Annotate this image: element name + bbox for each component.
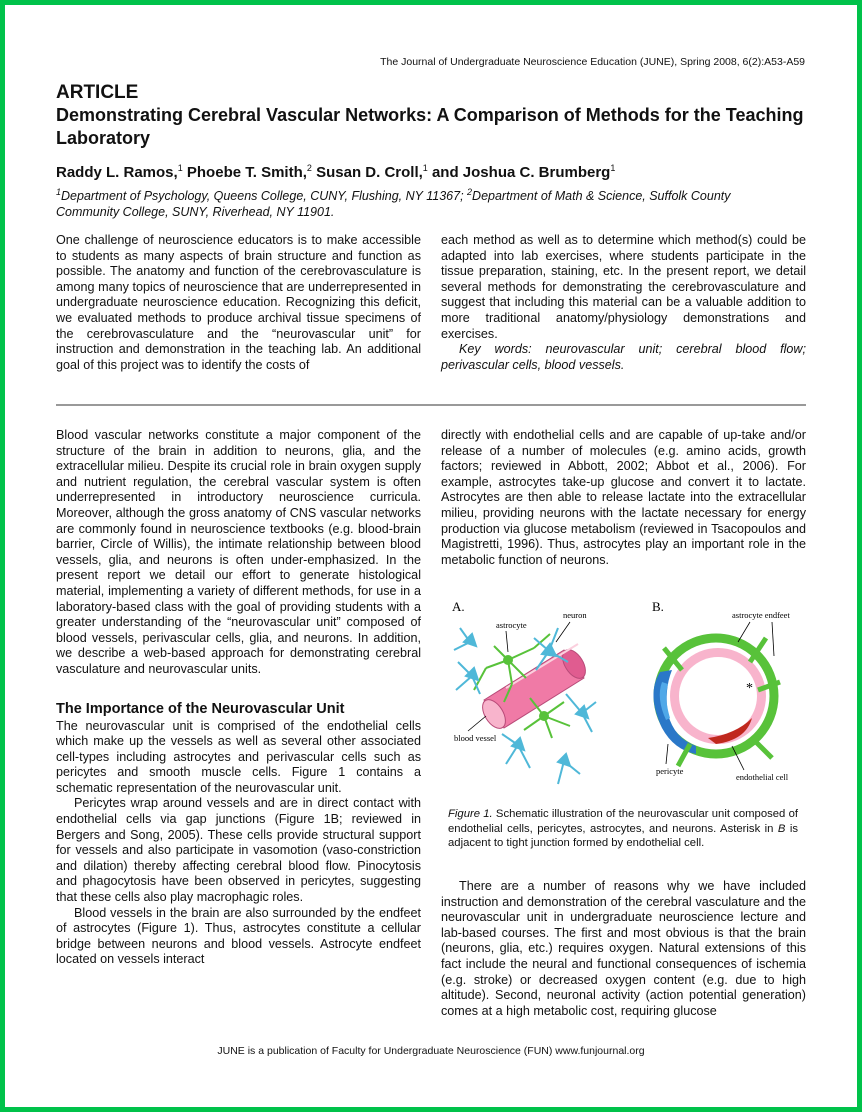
caption-label: Figure 1.: [448, 808, 493, 820]
article-label: ARTICLE: [56, 82, 139, 103]
author-superscript: 2: [306, 163, 312, 173]
astrocyte-label: astrocyte: [496, 620, 527, 630]
affiliation-2: Department of Math & Science, Suffolk County Community College, SUNY, Riverhead, NY 11901.: [56, 189, 731, 220]
author-list: [56, 163, 615, 181]
tight-junction-asterisk: *: [746, 681, 753, 696]
body-paragraph: Pericytes wrap around vessels and are in direct contact with endothelial cells via gap junctions (Figure 1B; reviewed in Bergers and Song, 2005). These cells provide structural support for vessels and also participate in vasomotion (vaso-constriction and dilation) thereby affecting cerebral blood flow. Pinocytosis and phagocytosis have been observed in pericytes, suggesting that these cells also play macrophagic roles.: [56, 796, 421, 905]
section-heading: The Importance of the Neurovascular Unit: [56, 700, 345, 717]
figure-panel-b-label: B.: [652, 599, 664, 614]
author-name: Susan D. Croll,: [316, 164, 423, 181]
article-title: Demonstrating Cerebral Vascular Networks: A Comparison of Methods for the Teaching Laboratory: [56, 105, 804, 148]
endfeet-arrow: [738, 622, 750, 642]
page-footer: JUNE is a publication of Faculty for Undergraduate Neuroscience (FUN) www.funjournal.org: [217, 1045, 645, 1057]
author-name: and Joshua C. Brumberg: [431, 164, 611, 181]
author-superscript: 1: [610, 163, 616, 173]
vessel-cross-section: [653, 638, 780, 766]
neuron-arrow: [556, 622, 570, 642]
affiliations: [56, 184, 796, 220]
body-paragraph: Blood vascular networks constitute a major component of the structure of the brain in addition to neurons, glia, and the extracellular milieu. Despite its crucial role in brain oxygen supply and nutrient regulation, the cerebral vascular system is often underrepresented in introductory neuroscience curricula. Moreover, although the gross anatomy of CNS vascular networks are commonly found in neuroscience textbooks (e.g. blood-brain barrier, Circle of Willis), the intimate relationship between blood vessels, glia, and neurons is often under-emphasized. In the present report we detail our effort to generate histological material, implementing a variety of different methods, for use in a laboratory-based class with the goal of providing students with a greater understanding of the “neurovascular unit” composed of blood vessels, perivascular cells, glia, and neurons. In addition, we describe a web-based approach for demonstrating cerebral vasculature and neurovascular units.: [56, 428, 421, 676]
pericyte-arrow: [666, 744, 668, 764]
blood-vessel-illustration: [478, 644, 590, 732]
figure-caption: [448, 807, 798, 851]
keywords: Key words: neurovascular unit; cerebral blood flow; perivascular cells, blood vessels.: [441, 342, 806, 372]
author-name: Phoebe T. Smith,: [186, 164, 307, 181]
body-paragraph: directly with endothelial cells and are capable of up-take and/or release of a number of molecules (e.g. amino acids, growth factors; reviewed in Abbott, 2002; Abbot et al., 2006). For example, astrocytes take-up glucose and convert it to lactate. Astrocytes are then able to release lactate into the extracellular milieu, providing neurons with the lactate necessary for energy production via glucose metabolism (reviewed in Tsacopoulos and Magistretti, 1996). Thus, astrocytes play an important role in the metabolic function of neurons.: [441, 428, 806, 567]
section-divider: [56, 404, 806, 406]
endfeet-arrow: [772, 622, 774, 656]
abstract-right-column: [441, 233, 806, 373]
body-paragraph: There are a number of reasons why we have included instruction and demonstration of the cerebral vasculature and the neurovascular unit in undergraduate neuroscience lecture and lab-based courses. The first and most obvious is that the brain (neurons, glia, etc.) requires oxygen. Natural extensions of this fact include the neural and functional consequences of ischemia (e.g. stroke) or decreased oxygen content (e.g. due to high altitude). Second, neuronal activity (action potential generation) comes at a high metabolic cost, requiring glucose: [441, 879, 806, 1018]
figure-panel-a-label: A.: [452, 599, 465, 614]
body-left-column: [56, 428, 421, 968]
astrocyte-arrow: [506, 631, 508, 652]
figure-1-neurovascular-unit: [446, 598, 810, 803]
blood-vessel-arrow: [468, 716, 486, 731]
astrocyte-endfeet-label: astrocyte endfeet: [732, 610, 790, 620]
body-right-column-top: [441, 428, 806, 568]
affiliation-superscript: 1: [56, 187, 62, 197]
author-superscript: 1: [177, 163, 183, 173]
author-superscript: 1: [422, 163, 428, 173]
body-right-column-bottom: [441, 879, 806, 1019]
abstract-text: each method as well as to determine which method(s) could be adapted into lab exercises, where students participate in the tissue preparation, staining, etc. In the present report, we detail several methods for demonstrating the cerebrovasculature and suggest that including this material can be a valuable addition to more traditional anatomy/physiology demonstrations and exercises.: [441, 233, 806, 341]
astrocyte-soma: [539, 711, 549, 721]
pericyte-label: pericyte: [656, 766, 684, 776]
journal-header: The Journal of Undergraduate Neuroscience Education (JUNE), Spring 2008, 6(2):A53-A59: [380, 56, 805, 68]
abstract-left-column: [56, 233, 421, 373]
affiliation-superscript: 2: [467, 187, 473, 197]
author-name: Raddy L. Ramos,: [56, 164, 178, 181]
caption-text: is adjacent to tight junction formed by endothelial cell.: [448, 822, 798, 850]
body-paragraph: The neurovascular unit is comprised of the endothelial cells which make up the vessels as well as several other associated cell-types including astrocytes and perivascular cells such as pericytes and smooth muscle cells. Figure 1 contains a schematic representation of the neurovascular unit.: [56, 718, 421, 795]
neuron-label: neuron: [563, 610, 587, 620]
caption-italic: B: [777, 822, 786, 835]
astrocyte-soma: [503, 655, 513, 665]
body-paragraph: Blood vessels in the brain are also surrounded by the endfeet of astrocytes (Figure 1). Thus, astrocytes constitute a cellular bridge between neurons and blood vessels. Astrocyte endfeet located on vessels interact: [56, 905, 421, 967]
endothelial-cell-label: endothelial cell: [736, 772, 789, 782]
affiliation-1: Department of Psychology, Queens College, CUNY, Flushing, NY 11367;: [61, 189, 468, 204]
abstract-text: One challenge of neuroscience educators is to make accessible to students as many aspects of brain structure and function as possible. The anatomy and function of the cerebrovasculature is among many topics of neuroscience that are underrepresented in undergraduate neuroscience education. Recognizing this deficit, we evaluated methods to produce archival tissue specimens of the cerebrovasculature and the “neurovascular unit” for instruction and demonstration in the teaching lab. An additional goal of this project was to identify the costs of: [56, 233, 421, 372]
blood-vessel-label: blood vessel: [454, 733, 497, 743]
caption-text: Schematic illustration of the neurovascular unit composed of endothelial cells, pericytes, astrocytes, and neurons. Asterisk in: [448, 808, 798, 835]
